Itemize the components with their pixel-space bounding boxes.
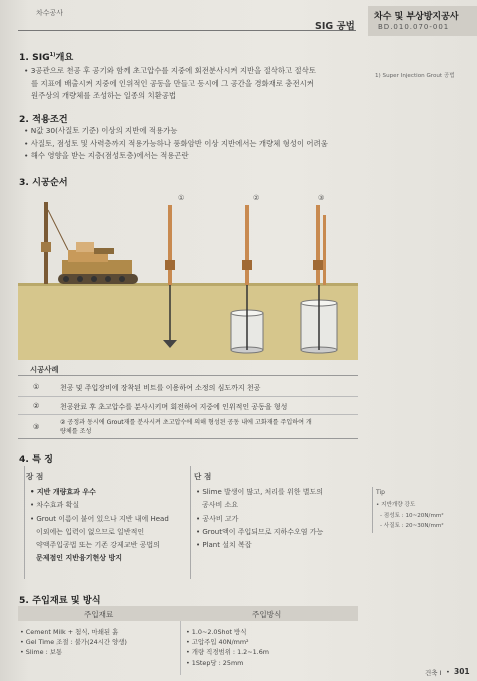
pros-bar [24, 466, 25, 579]
step-1-text: 천공 및 주입장비에 장착된 비트를 이용하여 소정의 심도까지 천공 [60, 384, 261, 392]
section-code: BD.010.070-001 [378, 23, 450, 31]
pros-list: • 지반 개량효과 우수 • 차수효과 확실 • Grout 이름이 붙어 있으나 지반 내에 Head 이외에는 입력이 없으므로 일반적인 약액주입공법 또는 기존 강제교반 공법의 문제점인 지반융기현상 방지 [30, 488, 169, 563]
step-2-cavity [231, 205, 263, 353]
step-marker-3: ③ [318, 194, 325, 202]
section-title: 차수 및 부상방지공사 [374, 12, 459, 22]
s1-body: • 3공관으로 천공 후 공기와 함께 초고압수를 지중에 회전분사시켜 지반을 절삭하고 절삭토 를 지표에 배출시켜 지중에 인위적인 공동을 만들고 동시에 그 공간을 경화재로 충전시켜 원주상의 개량체를 조성하는 일종의 치환공법 [24, 66, 316, 101]
s1-title: 1. SIG$^{1)}$개요 [19, 51, 74, 63]
step-2-num: ② [33, 402, 40, 410]
footer-bullet: • [446, 668, 450, 676]
step-1-num: ① [33, 383, 40, 391]
s3-title: 3. 시공순서 [19, 177, 68, 188]
steps-bottom-rule [18, 438, 358, 439]
steps-rule-1 [18, 396, 358, 397]
tip-title: Tip [376, 489, 385, 496]
tip-body: • 지반개량 강도 - 점성토 : 10~20N/mm² - 사질토 : 20~30N/mm² [376, 502, 444, 529]
pros-title: 장 점 [26, 472, 44, 481]
cons-list: • Slime 발생이 많고, 처리를 위한 별도의 공사비 소요 • 공사비 고가 • Grout액이 주입되므로 지하수오염 가능 • Plant 설치 복잡 [196, 488, 324, 550]
steps-rule-2 [18, 414, 358, 415]
page-number: 301 [454, 667, 470, 676]
tip-bar [372, 487, 373, 533]
category-label: 차수공사 [36, 9, 64, 17]
s5-col2-head: 주입방식 [252, 610, 282, 619]
header-rule [18, 30, 356, 31]
step-marker-1: ① [178, 194, 185, 202]
s3-subhead: 시공사례 [30, 365, 59, 374]
steps-top-rule [18, 375, 358, 376]
step-3-grout [301, 205, 337, 353]
drilling-rig [41, 202, 138, 284]
s5-title: 5. 주입재료 및 방식 [19, 595, 101, 606]
step-3-text: ② 공정과 동시에 Grout재를 분사시켜 초고압수에 의해 형성된 공동 내에 고화재를 주입하여 개 량체를 조성 [60, 419, 312, 435]
s5-materials: • Cement Milk + 첨식, 마쇄된 흙 • Gel Time 조절 : 불가(24시간 양생) • Slime : 보통 [20, 628, 127, 657]
method-title: SIG 공법 [315, 21, 355, 32]
cons-title: 단 점 [194, 472, 212, 481]
s5-methods: • 1.0~2.0Shot 방식 • 고압주입 40N/mm² • 개량 직경범위 : 1.2~1.6m • 1Step당 : 25mm [186, 628, 269, 667]
s4-title: 4. 특 징 [19, 454, 54, 465]
s2-body: • N값 30(사질토 기준) 이상의 지반에 적용가능 • 사질토, 점성토 및 사력층까지 적용가능하나 풍화암반 이상 지반에서는 개량체 형성이 어려움 • 해수 영향을 받는 지층(점성토층)에서는 적용곤란 [24, 126, 328, 161]
construction-sequence-illustration [18, 190, 358, 360]
s5-col1-head: 주입재료 [84, 610, 114, 619]
s5-table-header [18, 606, 358, 621]
cons-bar [190, 466, 191, 579]
s5-divider [180, 621, 181, 675]
s2-title: 2. 적용조건 [19, 114, 68, 125]
step-marker-2: ② [253, 194, 260, 202]
footer-label: 건축 I [425, 669, 442, 677]
step-3-num: ③ [33, 423, 40, 431]
footnote: 1) Super Injection Grout 공법 [375, 73, 455, 79]
step-2-text: 천공완료 후 초고압수를 분사시키며 회전하여 지중에 인위적인 공동을 형성 [60, 403, 288, 411]
